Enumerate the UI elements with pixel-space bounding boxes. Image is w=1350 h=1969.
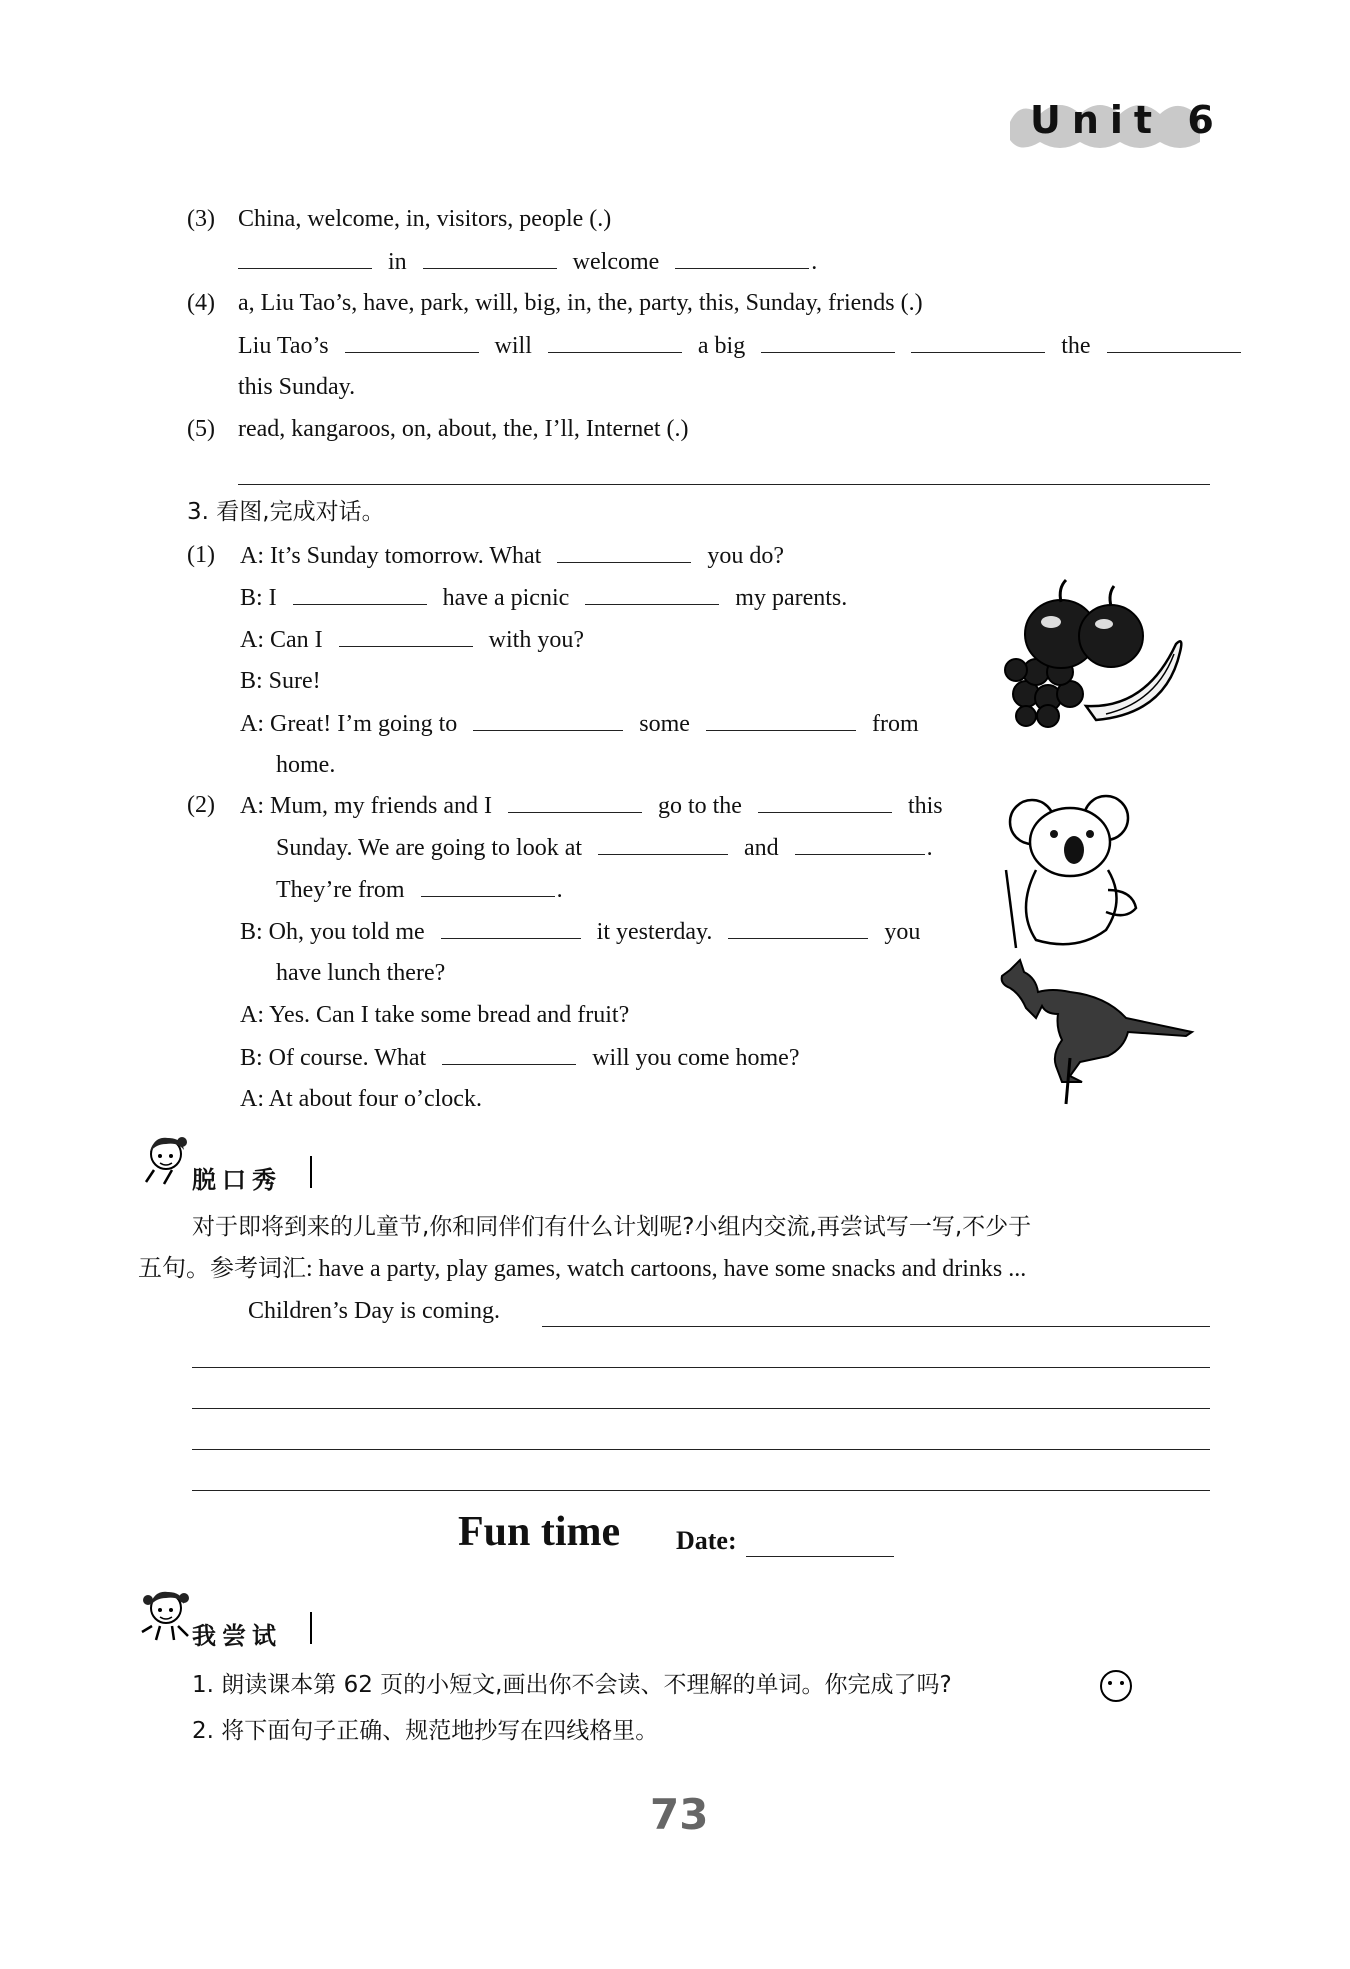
blank[interactable]: [761, 330, 895, 353]
date-label: Date:: [676, 1526, 737, 1555]
blank[interactable]: [728, 916, 868, 939]
talk-show-heading: 脱口秀: [192, 1166, 282, 1194]
blank[interactable]: [473, 708, 623, 731]
word-the: the: [1061, 333, 1091, 359]
writing-line[interactable]: [192, 1490, 1210, 1491]
blank[interactable]: [345, 330, 479, 353]
blank[interactable]: [421, 874, 555, 897]
text: this: [907, 793, 943, 819]
q2-item3-number: (3): [187, 206, 215, 232]
d2-line3: [276, 874, 563, 905]
d1-line2: [240, 582, 847, 613]
text: my parents.: [735, 585, 848, 611]
d2-line6: A: Yes. Can I take some bread and fruit?: [240, 1002, 630, 1028]
blank[interactable]: [1107, 330, 1241, 353]
word-welcome: welcome: [572, 249, 660, 275]
d2-line1: [240, 790, 943, 821]
text: .: [556, 877, 563, 903]
text: some: [639, 711, 690, 737]
text: it yesterday.: [596, 919, 713, 945]
blank[interactable]: [442, 1042, 576, 1065]
koala-illustration: [996, 790, 1152, 950]
try-task1: 1. 朗读课本第 62 页的小短文,画出你不会读、不理解的单词。你完成了吗?: [192, 1672, 952, 1698]
try-task2: 2. 将下面句子正确、规范地抄写在四线格里。: [192, 1718, 659, 1744]
d2-line4: [240, 916, 920, 947]
blank[interactable]: [238, 246, 372, 269]
blank[interactable]: [508, 790, 642, 813]
d2-line7: [240, 1042, 799, 1073]
blank[interactable]: [423, 246, 557, 269]
blank[interactable]: [758, 790, 892, 813]
blank[interactable]: [339, 624, 473, 647]
d1-line3: [240, 624, 584, 655]
text: .: [926, 835, 933, 861]
answer-line[interactable]: [238, 484, 1210, 485]
text: with you?: [488, 627, 584, 653]
blank[interactable]: [557, 540, 691, 563]
text: and: [744, 835, 779, 861]
d2-line5: have lunch there?: [276, 960, 446, 986]
q2-item4-end: this Sunday.: [238, 374, 356, 400]
word-liu-taos: Liu Tao’s: [238, 333, 329, 359]
d1-line4: B: Sure!: [240, 668, 321, 694]
try-heading: 我尝试: [192, 1622, 282, 1650]
writing-line[interactable]: [192, 1408, 1210, 1409]
text: will you come home?: [592, 1045, 800, 1071]
text: have a picnic: [442, 585, 570, 611]
fruit-illustration: [996, 574, 1190, 734]
text: from: [871, 711, 919, 737]
heading-divider: [310, 1612, 312, 1644]
d1-line6: home.: [276, 752, 336, 778]
d1-line1: [240, 540, 784, 571]
text: A: Can I: [240, 627, 323, 653]
blank[interactable]: [585, 582, 719, 605]
talk-start-sentence: Children’s Day is coming.: [248, 1298, 500, 1324]
text: A: Mum, my friends and I: [240, 793, 492, 819]
word-a-big: a big: [697, 333, 746, 359]
talk-prompt-line1: 对于即将到来的儿童节,你和同伴们有什么计划呢?小组内交流,再尝试写一写,不少于: [192, 1214, 1032, 1240]
heading-divider: [310, 1156, 312, 1188]
blank[interactable]: [911, 330, 1045, 353]
blank[interactable]: [598, 832, 728, 855]
blank[interactable]: [548, 330, 682, 353]
blank[interactable]: [706, 708, 856, 731]
girl-mascot-icon: [138, 1586, 192, 1642]
writing-line[interactable]: [192, 1367, 1210, 1368]
d1-number: (1): [187, 542, 215, 568]
text: B: I: [240, 585, 277, 611]
q2-item4-answer-line: [238, 330, 1241, 361]
blank[interactable]: [293, 582, 427, 605]
blank[interactable]: [675, 246, 809, 269]
fun-time-title: Fun time: [458, 1509, 621, 1555]
q2-item3-answer-line: [238, 246, 817, 277]
d2-line8: A: At about four o’clock.: [240, 1086, 482, 1112]
blank[interactable]: [441, 916, 581, 939]
text: go to the: [657, 793, 742, 819]
girl-mascot-icon: [138, 1132, 192, 1186]
writing-line[interactable]: [192, 1449, 1210, 1450]
q2-item4-words: a, Liu Tao’s, have, park, will, big, in, the, party, this, Sunday, friends (.): [238, 290, 923, 316]
text: They’re from: [276, 877, 405, 903]
text: B: Of course. What: [240, 1045, 427, 1071]
word-will: will: [494, 333, 532, 359]
d2-number: (2): [187, 792, 215, 818]
period: .: [811, 249, 818, 275]
unit-label: Unit 6: [1030, 98, 1225, 142]
kangaroo-illustration: [996, 958, 1196, 1108]
page-number: 73: [650, 1790, 709, 1839]
writing-line[interactable]: [542, 1326, 1210, 1327]
smiley-face-icon[interactable]: [1098, 1668, 1134, 1704]
q2-item5-number: (5): [187, 416, 215, 442]
word-in: in: [388, 249, 407, 275]
q2-item4-number: (4): [187, 290, 215, 316]
blank[interactable]: [795, 832, 925, 855]
q3-heading: 3. 看图,完成对话。: [187, 499, 385, 525]
text: A: It’s Sunday tomorrow. What: [240, 543, 542, 569]
text: you do?: [707, 543, 784, 569]
date-line[interactable]: [746, 1556, 894, 1557]
text: Sunday. We are going to look at: [276, 835, 583, 861]
q2-item3-words: China, welcome, in, visitors, people (.): [238, 206, 612, 232]
q2-item5-words: read, kangaroos, on, about, the, I’ll, Internet (.): [238, 416, 689, 442]
text: B: Oh, you told me: [240, 919, 425, 945]
text: A: Great! I’m going to: [240, 711, 458, 737]
text: you: [884, 919, 921, 945]
talk-prompt-line2: 五句。参考词汇: have a party, play games, watch cartoons, have some snacks and drinks ...: [138, 1256, 1027, 1282]
d2-line2: [276, 832, 933, 863]
d1-line5: [240, 708, 919, 739]
